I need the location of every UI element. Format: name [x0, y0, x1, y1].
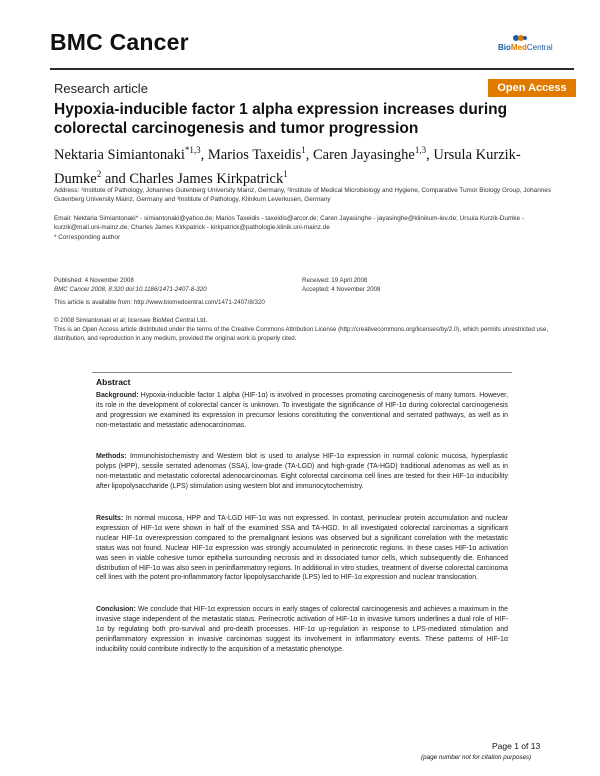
copyright-block — [54, 316, 554, 344]
author-affiliation: 2 — [96, 168, 102, 179]
paper-title: Hypoxia-inducible factor 1 alpha expression increases during colorectal carcinogenesis and tumor progression — [54, 101, 508, 137]
logo-mark-icon — [512, 33, 528, 43]
header-divider — [50, 68, 574, 70]
page-number: Page 1 of 13 — [492, 741, 541, 751]
published-date: Published: 4 November 2008 — [54, 277, 134, 284]
background-text: Hypoxia-inducible factor 1 alpha (HIF-1α) is involved in processes promoting carcinogenesis of many tumors. However, its role in the development of colorectal cancer is unknown. To investigate the significance of HIF-1α during colorectal carcinogenesis and progression we examined its expression in precursor lesions constituting the conventional and serrated pathways, as well as in non-metastatic and metastatic adenocarcinomas. — [96, 392, 508, 429]
methods-text: Immunohistochemistry and Western blot is used to analyse HIF-1α expression in normal colonic mucosa, hyperplastic polyps (HPP), sessile serrated adenomas (SSA), low-grade (TA-LGD) and high-grade (TA-HGD) traditional adenomas as well as in non-metastatic and metastatic colorectal adenocarcinomas. Eight colorectal carcinoma cell lines are tested for their HIF-1α inducibility after lipopolysaccharide (LPS) stimulation using western blot and immunocytochemistry. — [96, 453, 508, 490]
abstract-section — [92, 372, 512, 665]
logo-central: Central — [526, 43, 553, 52]
abstract-methods — [96, 452, 508, 492]
affiliation-address: Address: ¹Institute of Pathology, Johannes Gutenberg University Mainz, Germany, ²Institute of Medical Microbiology and Hygiene, Comparative Tumor Biology Group, Johannes Gutenberg University Mainz, Germany and ³Institute of Pathology, Klinikum Leverkusen, Germany — [54, 187, 552, 204]
author-name: Caren Jayasinghe — [312, 146, 415, 163]
logo-med: Med — [510, 43, 527, 52]
logo-bio: Bio — [498, 43, 511, 52]
publication-info — [54, 276, 294, 294]
license-text: This is an Open Access article distributed under the terms of the Creative Commons Attribution License (http://creativecommons.org/licenses/by/2.0), which permits unrestricted use, distribution, and reproduction in any medium, provided the original work is properly cited. — [54, 326, 549, 343]
author-affiliation: 1 — [283, 168, 288, 179]
author-separator: , — [305, 146, 313, 163]
conclusion-text: We conclude that HIF-1α expression occurs in early stages of colorectal carcinogenesis and achieves a maximum in the invasive stage independent of the metastatic status. Perinecrotic activation of HIF-1α in invasive tumors underlines a dual role of HIF-1α by regulating both pro-survival and pro-death processes. HIF-1α up-regulation in response to LPS-mediated stimulation and periinflammatory expression in invasive carcinomas suggest its involvement in inflammatory events. These patterns of HIF-1α inducibility could contribute indirectly to the acquisition of a metastatic phenotype. — [96, 606, 508, 653]
author-name: Ursula Kurzik-Dumke — [54, 146, 521, 187]
author-affiliation: *1,3 — [184, 145, 201, 155]
author-list — [54, 141, 524, 189]
author-affiliation: 1,3 — [414, 145, 427, 155]
author-name: Charles James Kirkpatrick — [129, 170, 284, 187]
author-name: Nektaria Simiantonaki — [54, 146, 185, 163]
journal-title: BMC Cancer — [50, 29, 189, 55]
abstract-conclusion — [96, 605, 508, 655]
availability-link[interactable]: This article is available from: http://www.biomedcentral.com/1471-2407/8/320 — [54, 299, 265, 306]
methods-label: Methods: — [96, 453, 127, 460]
abstract-background — [96, 391, 508, 431]
page-number-note: (page number not for citation purposes) — [421, 754, 532, 761]
open-access-badge: Open Access — [488, 79, 576, 97]
author-separator: , — [200, 146, 208, 163]
author-name: Marios Taxeidis — [207, 146, 302, 163]
accepted-date: Accepted: 4 November 2008 — [302, 286, 381, 294]
copyright-line: © 2008 Simiantonaki et al; licensee BioMed Central Ltd. — [54, 317, 208, 324]
biomed-central-logo — [498, 33, 572, 59]
results-label: Results: — [96, 515, 124, 522]
author-separator: , — [426, 146, 434, 163]
background-label: Background: — [96, 392, 139, 399]
conclusion-label: Conclusion: — [96, 606, 136, 613]
logo-text — [498, 43, 553, 52]
review-dates — [302, 276, 502, 294]
results-text: In normal mucosa, HPP and TA-LGD HIF-1α was not expressed. In contast, perinuclear protein accumulation and nuclear expression of HIF-1α were shown in half of the examined SSA and TA-HGD. In all investigated colorectal carcinomas a significant nuclear HIF-1α overexpression compared to the premalignant lesions was observed but a significant correlation with the metastatic status was not found. Nuclear HIF-1α expression was strongly accumulated in perinecrotic regions. In these cases HIF-1α activation was seen in viable cohesive tumor epithelia surrounding necrosis and in dissociated tumor cells, which subsequently die. Enhanced distribution of HIF-1α was also seen in periinflammatory regions. In additional in vitro studies, treatment of diverse colorectal carcinoma cell lines with the potent pro-inflammatory factor lipopolysaccharide (LPS) led to HIF-1α expression and nuclear translocation. — [96, 515, 508, 582]
article-type: Research article — [54, 81, 148, 96]
received-date: Received: 19 April 2008 — [302, 277, 368, 284]
abstract-heading: Abstract — [96, 377, 131, 387]
abstract-divider — [92, 372, 512, 373]
author-separator: and — [101, 170, 130, 187]
author-emails: Email: Nektaria Simiantonaki* - simiantonaki@yahoo.de; Marios Taxeidis - taxeidis@arcor.de; Caren Jayasinghe - jayasinghe@klinikum-lev.de; Ursula Kurzik-Dumke - kurzik@mail.uni-mainz.de; Charles James Kirkpatrick - kirkpatrick@pathologie.klinik.uni-mainz.de — [54, 215, 524, 232]
author-affiliation: 1 — [301, 145, 306, 155]
corresponding-author-note: * Corresponding author — [54, 234, 121, 241]
citation: BMC Cancer 2008, 8:320 doi:10.1186/1471-2407-8-320 — [54, 286, 207, 294]
abstract-results — [96, 514, 508, 583]
